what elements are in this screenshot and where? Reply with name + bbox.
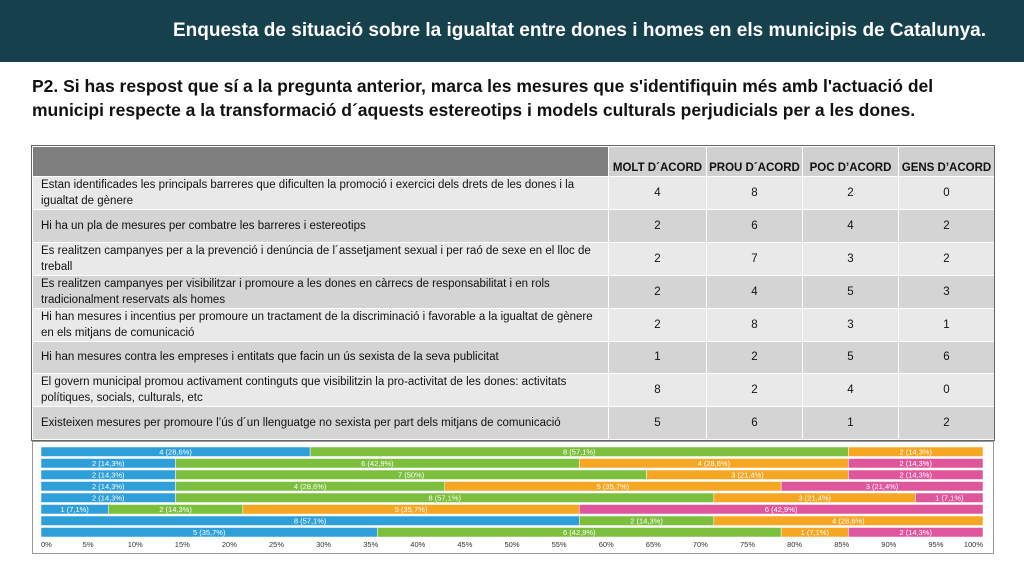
chart-data-label: 2 (14,3%) bbox=[899, 528, 932, 537]
chart-tick-label: 15% bbox=[174, 540, 190, 549]
chart-tick-label: 60% bbox=[598, 540, 614, 549]
chart-data-label: 1 (7,1%) bbox=[800, 528, 829, 537]
cell-value: 2 bbox=[609, 242, 707, 275]
cell-value: 4 bbox=[609, 177, 707, 210]
row-label: Hi ha un pla de mesures per combatre les barreres i estereotips bbox=[33, 210, 609, 243]
table-row bbox=[33, 177, 995, 210]
cell-value: 8 bbox=[707, 177, 803, 210]
chart-data-label: 1 (7,1%) bbox=[60, 505, 89, 514]
chart-data-label: 4 (28,6%) bbox=[832, 516, 865, 526]
chart-tick-label: 65% bbox=[645, 540, 661, 549]
cell-value: 0 bbox=[899, 177, 995, 210]
chart-data-label: 1 (7,1%) bbox=[935, 493, 964, 503]
column-header: POC D’ACORD bbox=[803, 147, 899, 177]
cell-value: 5 bbox=[609, 407, 707, 440]
chart-data-label: 2 (14,3%) bbox=[899, 447, 932, 457]
chart-tick-label: 50% bbox=[504, 540, 520, 549]
chart-data-label: 2 (14,3%) bbox=[92, 482, 125, 491]
table-header-row bbox=[33, 147, 995, 177]
chart-tick-label: 90% bbox=[881, 540, 897, 549]
table-row bbox=[33, 308, 995, 341]
cell-value: 4 bbox=[707, 275, 803, 308]
chart-tick-label: 100% bbox=[963, 540, 983, 549]
chart-tick-label: 45% bbox=[457, 540, 473, 549]
row-label: Es realitzen campanyes per a la prevenció i denúncia de l´assetjament sexual i per raó de sexe en el lloc de treball bbox=[33, 242, 609, 275]
table-row bbox=[33, 275, 995, 308]
chart-tick-label: 10% bbox=[127, 540, 143, 549]
chart-canvas bbox=[33, 442, 993, 553]
chart-data-label: 8 (57,1%) bbox=[428, 493, 461, 503]
cell-value: 2 bbox=[707, 341, 803, 374]
table-row bbox=[33, 407, 995, 440]
stacked-bar-chart bbox=[32, 441, 994, 554]
chart-tick-label: 5% bbox=[82, 540, 94, 549]
table-header-empty bbox=[33, 147, 609, 177]
slide-title: Enquesta de situació sobre la igualtat entre dones i homes en els municipis de Catalunya. bbox=[173, 20, 986, 41]
cell-value: 0 bbox=[899, 374, 995, 407]
chart-data-label: 4 (28,6%) bbox=[293, 482, 327, 491]
chart-tick-label: 25% bbox=[268, 540, 285, 549]
chart-tick-label: 95% bbox=[928, 540, 944, 549]
column-header: MOLT D´ACORD bbox=[609, 147, 707, 177]
row-label: Hi han mesures i incentius per promoure un tractament de la discriminació i favorable a la igualtat de gènere en els mitjans de comunicació bbox=[33, 308, 609, 341]
chart-data-label: 2 (14,3%) bbox=[899, 459, 932, 468]
row-label: El govern municipal promou activament continguts que visibilitzin la pro-activitat de les dones: activitats polítiques, socials, culturals, etc bbox=[33, 374, 609, 407]
cell-value: 2 bbox=[609, 308, 707, 341]
cell-value: 5 bbox=[803, 275, 899, 308]
cell-value: 3 bbox=[899, 275, 995, 308]
slide-title-bar bbox=[0, 0, 1024, 62]
chart-tick-label: 40% bbox=[410, 540, 426, 549]
chart-tick-label: 85% bbox=[834, 540, 850, 549]
chart-tick-label: 35% bbox=[363, 540, 379, 549]
chart-tick-label: 80% bbox=[787, 540, 803, 549]
chart-data-label: 5 (35,7%) bbox=[394, 505, 428, 514]
chart-data-label: 6 (42,9%) bbox=[563, 528, 596, 537]
table-row bbox=[33, 341, 995, 374]
cell-value: 2 bbox=[803, 177, 899, 210]
column-header: PROU D´ACORD bbox=[707, 147, 803, 177]
cell-value: 5 bbox=[803, 341, 899, 374]
results-table bbox=[32, 146, 995, 440]
chart-data-label: 2 (14,3%) bbox=[92, 459, 125, 468]
chart-data-label: 5 (35,7%) bbox=[192, 528, 226, 537]
chart-data-label: 6 (42,9%) bbox=[764, 505, 798, 514]
cell-value: 3 bbox=[803, 308, 899, 341]
cell-value: 2 bbox=[899, 242, 995, 275]
chart-data-label: 2 (14,3%) bbox=[630, 516, 663, 526]
cell-value: 7 bbox=[707, 242, 803, 275]
cell-value: 8 bbox=[707, 308, 803, 341]
cell-value: 4 bbox=[803, 210, 899, 243]
row-label: Existeixen mesures per promoure l’ús d´un llenguatge no sexista per part dels mitjans de comunicació bbox=[33, 407, 609, 440]
cell-value: 2 bbox=[609, 210, 707, 243]
chart-tick-label: 55% bbox=[551, 540, 567, 549]
table-row bbox=[33, 242, 995, 275]
chart-data-label: 2 (14,3%) bbox=[92, 470, 125, 480]
chart-data-label: 5 (35,7%) bbox=[596, 482, 630, 491]
cell-value: 8 bbox=[609, 374, 707, 407]
chart-data-label: 3 (21,4%) bbox=[731, 470, 764, 480]
chart-tick-label: 0% bbox=[41, 540, 52, 549]
row-label: Estan identificades les principals barreres que dificulten la promoció i exercici dels drets de les dones i la igualtat de gènere bbox=[33, 177, 609, 210]
chart-data-label: 4 (28,6%) bbox=[697, 459, 731, 468]
cell-value: 2 bbox=[609, 275, 707, 308]
table-row bbox=[33, 210, 995, 243]
table-row bbox=[33, 374, 995, 407]
row-label: Es realitzen campanyes per visibilitzar i promoure a les dones en càrrecs de responsabilitat i en rols tradicionalment reservats als homes bbox=[33, 275, 609, 308]
chart-data-label: 3 (21,4%) bbox=[798, 493, 832, 503]
cell-value: 1 bbox=[803, 407, 899, 440]
cell-value: 2 bbox=[899, 210, 995, 243]
chart-tick-label: 30% bbox=[316, 540, 332, 549]
chart-data-label: 2 (14,3%) bbox=[159, 505, 192, 514]
cell-value: 6 bbox=[899, 341, 995, 374]
row-label: Hi han mesures contra les empreses i entitats que facin un ús sexista de la seva publicitat bbox=[33, 341, 609, 374]
column-header: GENS D’ACORD bbox=[899, 147, 995, 177]
chart-data-label: 6 (42,9%) bbox=[361, 459, 394, 468]
chart-data-label: 2 (14,3%) bbox=[92, 493, 125, 503]
chart-data-label: 8 (57,1%) bbox=[563, 447, 596, 457]
chart-data-label: 8 (57,1%) bbox=[293, 516, 327, 526]
chart-tick-label: 20% bbox=[221, 540, 237, 549]
cell-value: 6 bbox=[707, 210, 803, 243]
cell-value: 2 bbox=[707, 374, 803, 407]
cell-value: 4 bbox=[803, 374, 899, 407]
cell-value: 6 bbox=[707, 407, 803, 440]
chart-data-label: 7 (50%) bbox=[397, 470, 425, 480]
cell-value: 3 bbox=[803, 242, 899, 275]
chart-data-label: 2 (14,3%) bbox=[899, 470, 932, 480]
chart-tick-label: 70% bbox=[692, 540, 708, 549]
chart-data-label: 4 (28,6%) bbox=[159, 447, 192, 457]
chart-tick-label: 75% bbox=[739, 540, 756, 549]
chart-data-label: 3 (21,4%) bbox=[865, 482, 899, 491]
cell-value: 1 bbox=[899, 308, 995, 341]
cell-value: 1 bbox=[609, 341, 707, 374]
question-text: P2. Si has respost que sí a la pregunta anterior, marca les mesures que s'identifiquin més amb l'actuació del municipi respecte a la transformació d´aquests estereotips i models culturals perjudicials per a les dones. bbox=[32, 76, 934, 120]
cell-value: 2 bbox=[899, 407, 995, 440]
